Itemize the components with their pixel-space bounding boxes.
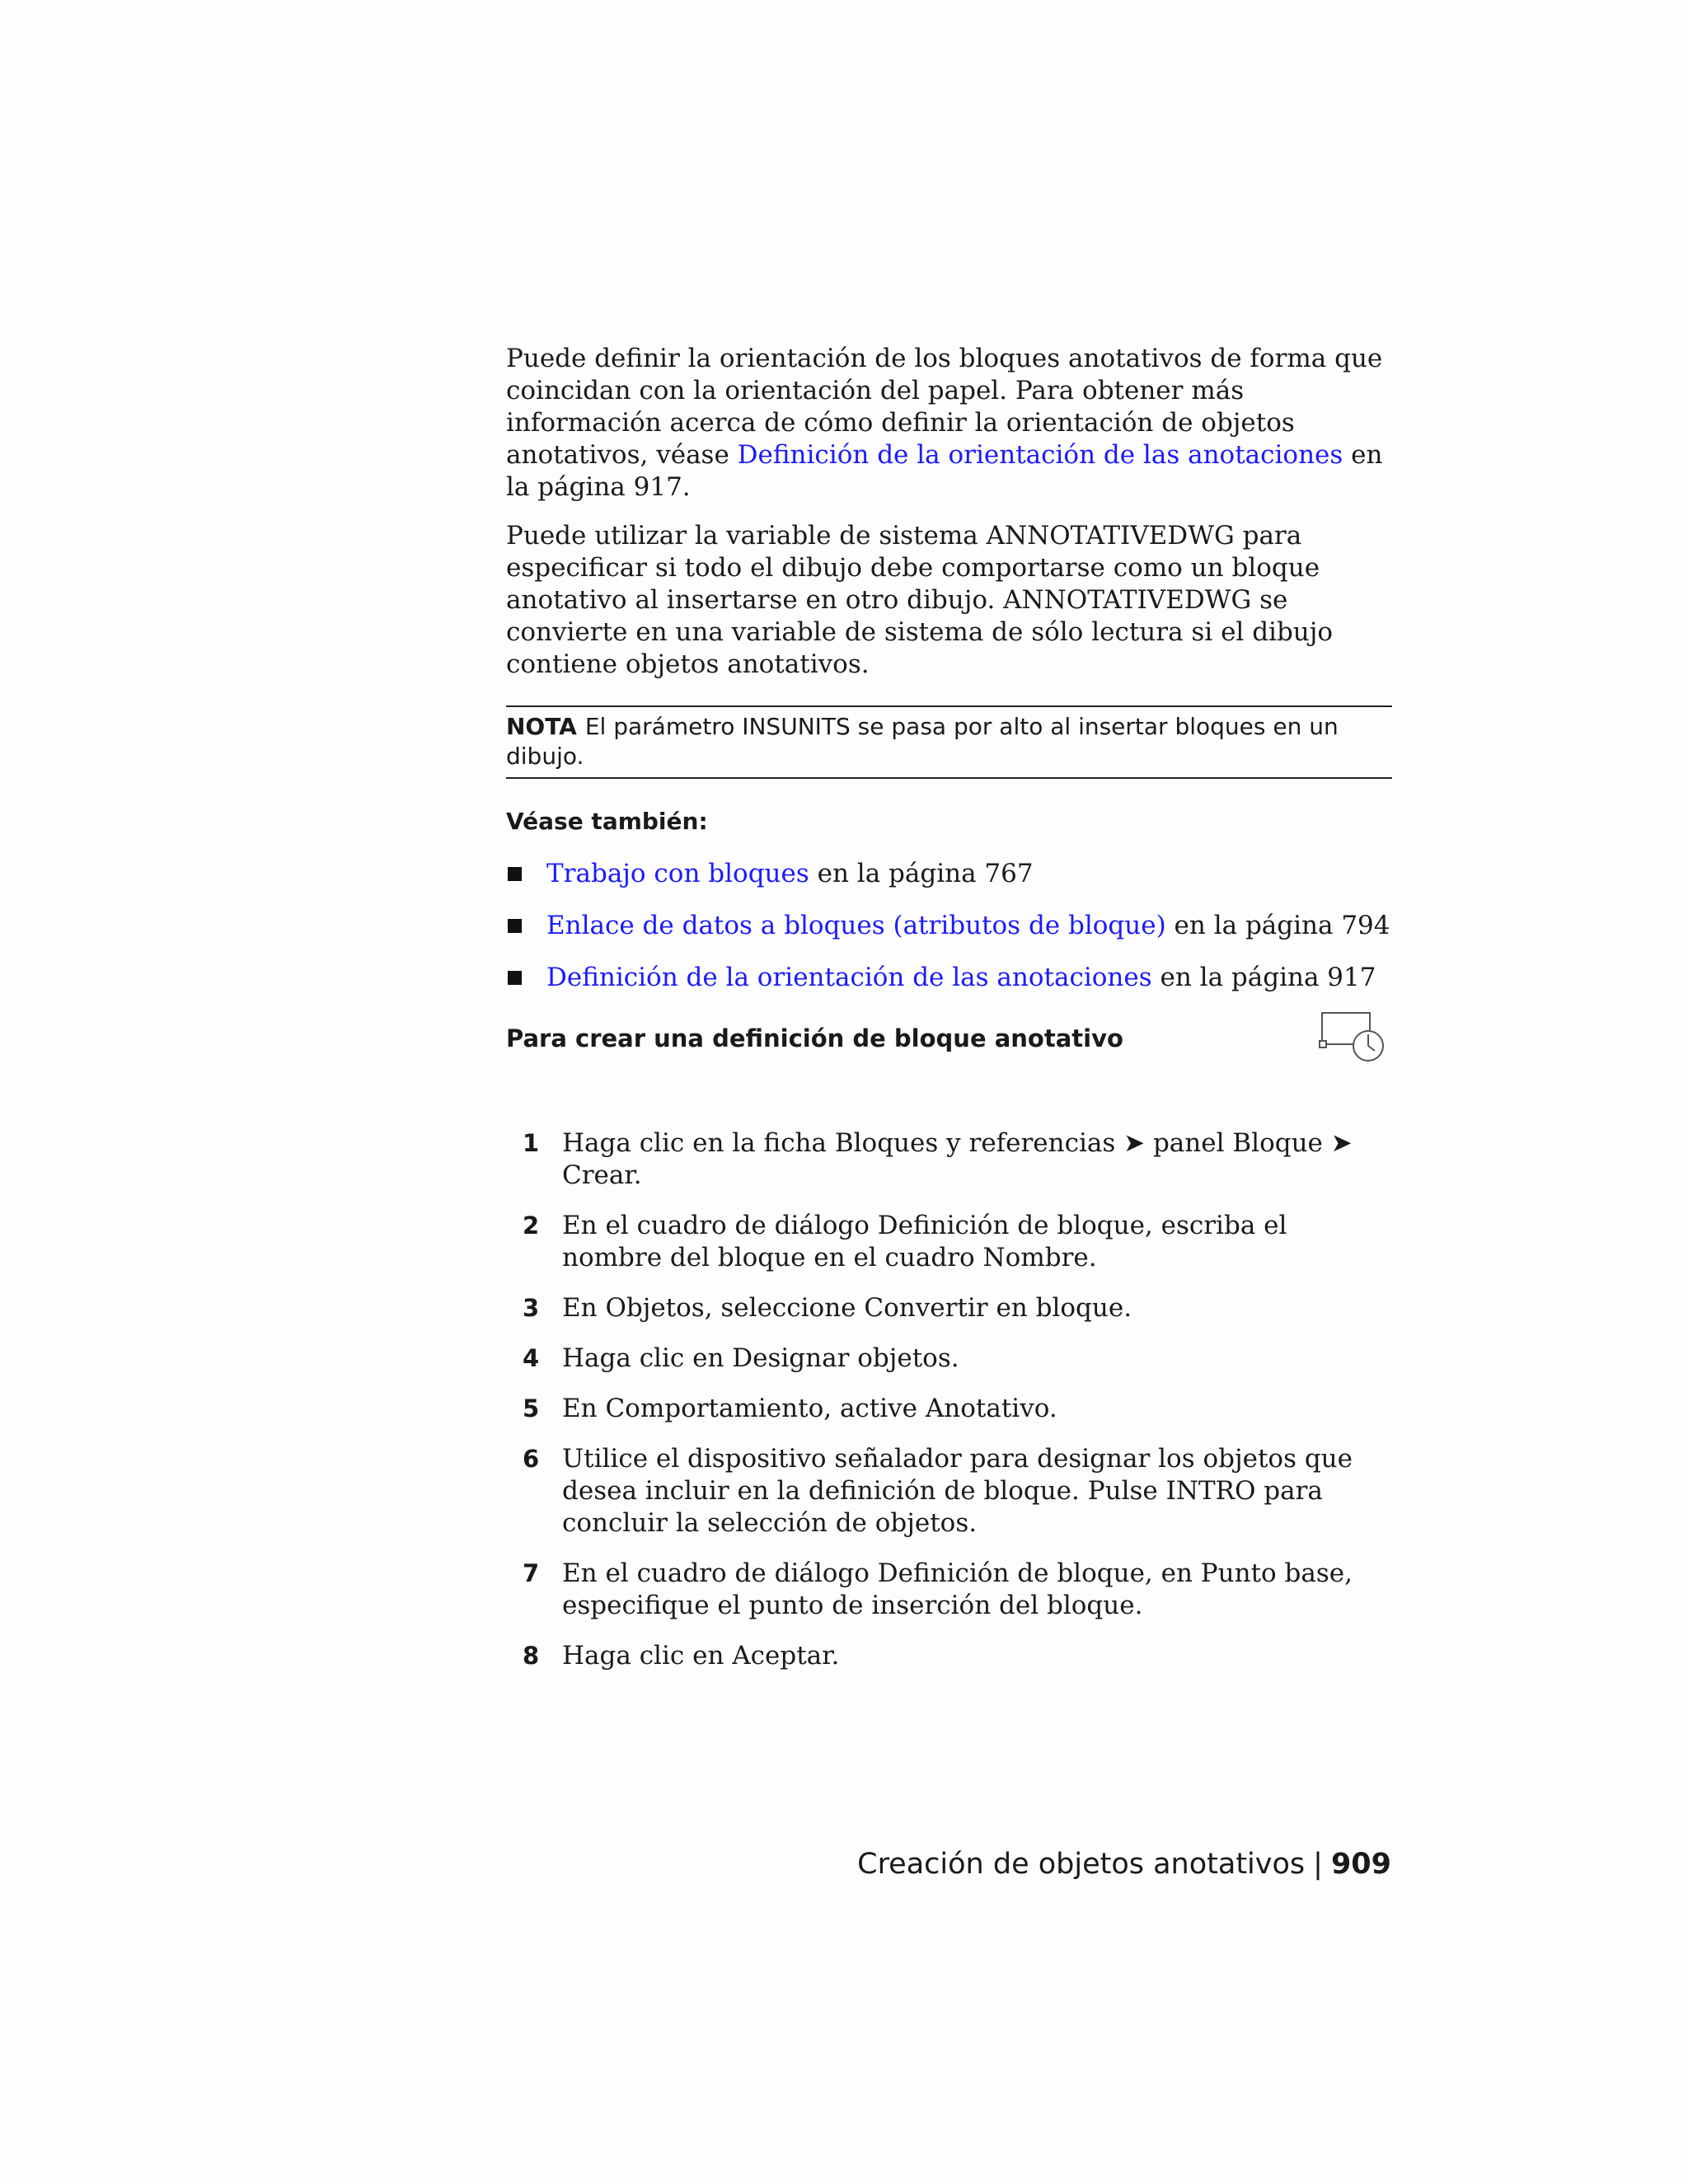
step-item	[506, 1210, 1392, 1274]
step-number: 2	[523, 1212, 540, 1240]
step-text: Haga clic en Aceptar.	[562, 1641, 840, 1671]
step-number: 4	[523, 1344, 540, 1372]
procedure-steps	[506, 1127, 1392, 1672]
step-item	[506, 1640, 1392, 1672]
page-ref: en la página 917	[1151, 963, 1376, 992]
list-item	[506, 910, 1392, 942]
procedure-title: Para crear una definición de bloque anotativo	[506, 1024, 1123, 1052]
step-item	[506, 1292, 1392, 1324]
list-item	[506, 858, 1392, 890]
link-enlace-datos[interactable]: Enlace de datos a bloques (atributos de bloque)	[546, 911, 1166, 940]
step-text: En Objetos, seleccione Convertir en bloque.	[562, 1293, 1132, 1323]
bullet-square-icon	[508, 919, 522, 933]
step-item	[506, 1393, 1392, 1425]
step-text: Utilice el dispositivo señalador para designar los objetos que desea incluir en la definición de bloque. Pulse INTRO para concluir la selección de objetos.	[562, 1444, 1353, 1538]
step-text: Haga clic en la ficha Bloques y referencias ➤ panel Bloque ➤ Crear.	[562, 1128, 1353, 1190]
page-content	[506, 343, 1392, 1690]
step-item	[506, 1443, 1392, 1540]
step-item	[506, 1127, 1392, 1192]
note-text: El parámetro INSUNITS se pasa por alto al insertar bloques en un dibujo.	[506, 713, 1339, 770]
paragraph-text: Puede definir la orientación de los bloques anotativos de forma que coincidan con la orientación del papel. Para obtener más información acerca de cómo definir la orientación de objetos anotativos, véase	[506, 344, 1383, 470]
step-text: Haga clic en Designar objetos.	[562, 1343, 959, 1373]
footer-separator: |	[1313, 1848, 1323, 1881]
page-ref: en la página 794	[1165, 911, 1390, 940]
page-number: 909	[1330, 1848, 1391, 1881]
see-also-heading: Véase también:	[506, 808, 708, 835]
paragraph-annotativedwg: Puede utilizar la variable de sistema ANNOTATIVEDWG para especificar si todo el dibujo debe comportarse como un bloque anotativo al insertarse en otro dibujo. ANNOTATIVEDWG se convierte en una variable de sistema de sólo lectura si el dibujo contiene objetos anotativos.	[506, 521, 1334, 679]
bullet-square-icon	[508, 971, 522, 985]
paragraph-orientation	[506, 343, 1392, 504]
footer-section: Creación de objetos anotativos	[857, 1848, 1306, 1881]
step-text: En el cuadro de diálogo Definición de bloque, en Punto base, especifique el punto de inserción del bloque.	[562, 1558, 1353, 1620]
list-item	[506, 962, 1392, 994]
step-number: 6	[523, 1445, 540, 1473]
step-text: En Comportamiento, active Anotativo.	[562, 1394, 1057, 1423]
step-item	[506, 1558, 1392, 1622]
step-text: En el cuadro de diálogo Definición de bloque, escriba el nombre del bloque en el cuadro Nombre.	[562, 1211, 1287, 1272]
see-also-list	[506, 858, 1392, 994]
block-create-icon	[1319, 1010, 1388, 1064]
step-item	[506, 1343, 1392, 1375]
bullet-square-icon	[508, 867, 522, 881]
step-number: 7	[523, 1559, 540, 1587]
page-ref: en la página 767	[809, 859, 1034, 888]
link-trabajo-bloques[interactable]: Trabajo con bloques	[546, 859, 809, 888]
note-box	[506, 705, 1392, 779]
step-number: 3	[523, 1294, 540, 1322]
step-number: 5	[523, 1394, 540, 1422]
step-number: 8	[523, 1642, 540, 1670]
paragraph-text: en la página 917.	[506, 440, 1383, 502]
step-number: 1	[523, 1129, 540, 1157]
link-definicion-orientacion[interactable]: Definición de la orientación de las anotaciones	[546, 963, 1152, 992]
note-label: NOTA	[506, 713, 577, 740]
page-footer	[857, 1846, 1391, 1882]
link-orientation[interactable]: Definición de la orientación de las anotaciones	[737, 440, 1343, 470]
